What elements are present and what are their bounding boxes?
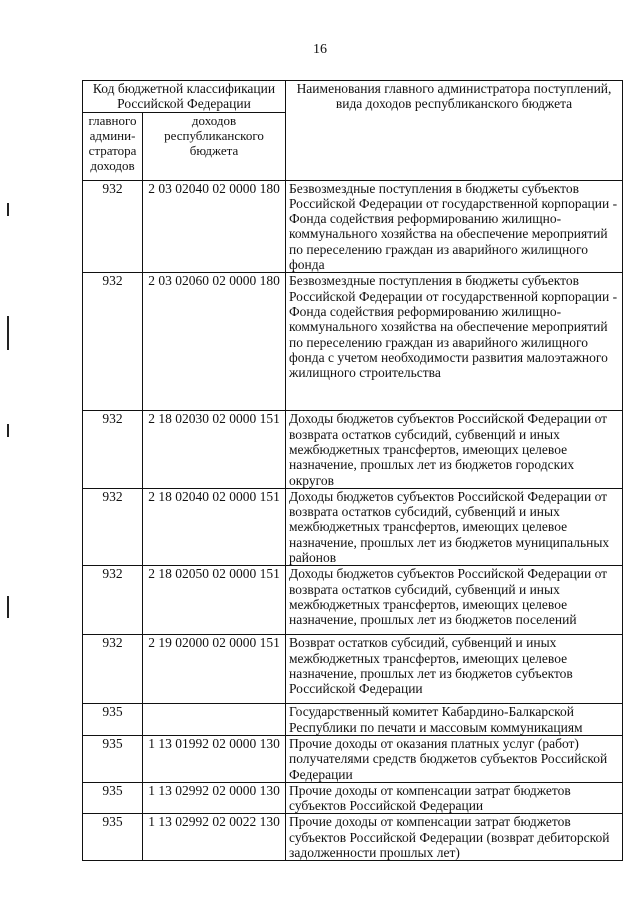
income-code-cell: 2 03 02060 02 0000 180 [143, 273, 286, 411]
header-name: Наименования главного администратора поступлений, вида доходов республиканского бюджета [286, 81, 623, 181]
name-cell: Доходы бюджетов субъектов Российской Федерации от возврата остатков субсидий, субвенций и иных межбюджетных трансфертов, имеющих целевое назначение, прошлых лет из бюджетов поселений [286, 566, 623, 635]
name-cell: Прочие доходы от компенсации затрат бюджетов субъектов Российской Федерации [286, 782, 623, 814]
name-cell: Прочие доходы от компенсации затрат бюджетов субъектов Российской Федерации (возврат дебиторской задолженности прошлых лет) [286, 814, 623, 861]
table-row [83, 704, 623, 736]
name-cell: Доходы бюджетов субъектов Российской Федерации от возврата остатков субсидий, субвенций и иных межбюджетных трансфертов, имеющих целевое назначение, прошлых лет из бюджетов городских округов [286, 411, 623, 488]
table-row [83, 782, 623, 814]
admin-code-cell: 932 [83, 411, 143, 488]
admin-code-cell: 935 [83, 735, 143, 782]
admin-code-cell: 932 [83, 635, 143, 704]
income-code-cell: 2 18 02030 02 0000 151 [143, 411, 286, 488]
income-code-cell: 2 19 02000 02 0000 151 [143, 635, 286, 704]
name-cell: Безвозмездные поступления в бюджеты субъектов Российской Федерации от государственной корпорации - Фонда содействия реформированию жилищно-коммунального хозяйства на обеспечение мероприятий по переселению граждан из аварийного жилищного фонда [286, 180, 623, 273]
table-row [83, 735, 623, 782]
name-cell: Безвозмездные поступления в бюджеты субъектов Российской Федерации от государственной корпорации - Фонда содействия реформированию жилищно-коммунального хозяйства на обеспечение мероприятий по переселению граждан из аварийного жилищного фонда с учетом необходимости развития малоэтажного жилищного строительства [286, 273, 623, 411]
header-code-group: Код бюджетной классификации Российской Федерации [83, 81, 286, 113]
income-code-cell: 1 13 02992 02 0000 130 [143, 782, 286, 814]
name-cell: Прочие доходы от оказания платных услуг (работ) получателями средств бюджетов субъектов Российской Федерации [286, 735, 623, 782]
header-income: доходов республиканского бюджета [143, 112, 286, 180]
table-row [83, 566, 623, 635]
income-code-cell: 2 18 02040 02 0000 151 [143, 488, 286, 565]
budget-classification-table [82, 80, 623, 861]
income-code-cell: 1 13 01992 02 0000 130 [143, 735, 286, 782]
table-row [83, 635, 623, 704]
page-number: 16 [313, 42, 327, 57]
admin-code-cell: 935 [83, 704, 143, 736]
income-code-cell [143, 704, 286, 736]
margin-mark [7, 424, 9, 437]
name-cell: Доходы бюджетов субъектов Российской Федерации от возврата остатков субсидий, субвенций и иных межбюджетных трансфертов, имеющих целевое назначение, прошлых лет из бюджетов муниципальных районов [286, 488, 623, 565]
income-code-cell: 2 18 02050 02 0000 151 [143, 566, 286, 635]
table-row [83, 814, 623, 861]
header-admin: главного админи-стратора доходов [83, 112, 143, 180]
table-row [83, 411, 623, 488]
income-code-cell: 1 13 02992 02 0022 130 [143, 814, 286, 861]
table-row [83, 180, 623, 273]
name-cell: Государственный комитет Кабардино-Балкарской Республики по печати и массовым коммуникациям [286, 704, 623, 736]
admin-code-cell: 935 [83, 782, 143, 814]
admin-code-cell: 932 [83, 273, 143, 411]
table-row [83, 488, 623, 565]
admin-code-cell: 935 [83, 814, 143, 861]
admin-code-cell: 932 [83, 488, 143, 565]
margin-mark [7, 316, 9, 350]
margin-mark [7, 203, 9, 216]
admin-code-cell: 932 [83, 566, 143, 635]
table-row [83, 273, 623, 411]
admin-code-cell: 932 [83, 180, 143, 273]
name-cell: Возврат остатков субсидий, субвенций и иных межбюджетных трансфертов, имеющих целевое назначение, прошлых лет из бюджетов субъектов Российской Федерации [286, 635, 623, 704]
income-code-cell: 2 03 02040 02 0000 180 [143, 180, 286, 273]
table-body [83, 180, 623, 861]
margin-mark [7, 596, 9, 618]
